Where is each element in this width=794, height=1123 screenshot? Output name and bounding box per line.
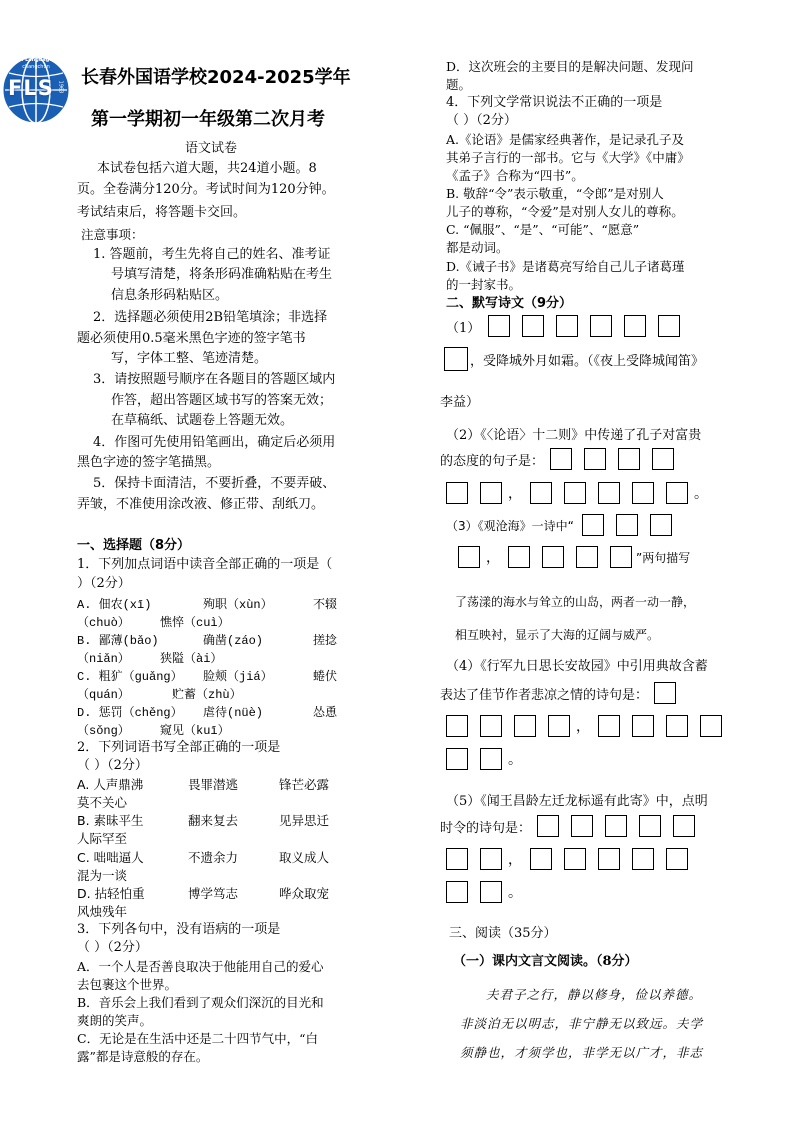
q1-option-a: （chuò） <box>77 616 130 630</box>
answer-box[interactable] <box>598 715 620 737</box>
q1-tail: ，受降城外月如霜。（《夜上受降城闻笛》 <box>470 353 705 369</box>
fill-row <box>440 682 688 704</box>
q4-line: （4）《行军九日思长安故园》中引用典故含蓄 <box>446 659 708 674</box>
answer-box[interactable] <box>446 715 468 737</box>
q4-stem: （ ）（2分） <box>446 113 517 128</box>
answer-box[interactable] <box>446 748 468 770</box>
q1-option-c: C. 粗犷（guǎng） <box>77 670 183 684</box>
answer-box[interactable] <box>571 815 593 837</box>
answer-box[interactable] <box>542 546 564 568</box>
notice-line: 信息条形码粘贴区。 <box>111 288 229 303</box>
fill-row <box>446 881 530 903</box>
q1-option-b: B. 鄙薄(bǎo) <box>77 634 159 648</box>
answer-box[interactable] <box>508 546 530 568</box>
q2-option-b: 翻来复去 <box>188 813 239 828</box>
q2-option-c: 不遗余力 <box>188 850 239 865</box>
q1-option-b: 搓捻 <box>313 634 338 648</box>
notice-line: 黑色字迹的签字笔描黑。 <box>77 455 221 470</box>
q1-option-b: 狭隘（ài） <box>160 652 223 666</box>
q2-stem: （ ）（2分） <box>77 758 148 773</box>
passage-line: 须静也，才须学也，非学无以广才，非志 <box>460 1045 704 1060</box>
q2-option-c: 取义成人 <box>279 850 330 865</box>
q-label: （1） <box>446 320 481 336</box>
q4-option-c: C. “佩服”、“是”、“可能”、“愿意” <box>446 222 640 237</box>
answer-box[interactable] <box>446 848 468 870</box>
q1-option-d: （sǒng） <box>77 724 130 738</box>
q2-line: 的态度的句子是： <box>440 453 545 469</box>
answer-box[interactable] <box>576 546 598 568</box>
section1-title: 一、选择题（8分） <box>77 538 191 553</box>
notice-line: 弄皱，不准使用涂改液、修正带、刮纸刀。 <box>77 497 325 512</box>
exam-title-line2: 第一学期初一年级第二次月考 <box>91 109 325 130</box>
q2-option-b: B. 素昧平生 <box>77 813 144 828</box>
fill-row <box>446 514 684 536</box>
answer-box[interactable] <box>530 482 552 504</box>
q4-option-b: 儿子的尊称，“令爱”是对别人女儿的尊称。 <box>446 204 684 219</box>
answer-box[interactable] <box>658 315 680 337</box>
q4-stem: 4．下列文学常识说法不正确的一项是 <box>446 95 663 110</box>
comma: ， <box>576 719 590 735</box>
q3-option-b: 爽朗的笑声。 <box>77 1013 153 1028</box>
section3-title: 三、阅读（35分） <box>449 926 557 941</box>
intro-line: 考试结束后，将答题卡交回。 <box>77 205 247 220</box>
q3-option-a: 去包裹这个世界。 <box>77 977 178 992</box>
logo-initials: FLS <box>8 76 54 100</box>
answer-box[interactable] <box>564 848 586 870</box>
answer-box[interactable] <box>444 347 468 371</box>
answer-box[interactable] <box>652 448 674 470</box>
answer-box[interactable] <box>488 315 510 337</box>
q1-author: 李益） <box>440 395 480 410</box>
exam-subject: 语文试卷 <box>185 141 238 156</box>
answer-box[interactable] <box>480 715 502 737</box>
answer-box[interactable] <box>632 715 654 737</box>
answer-box[interactable] <box>616 514 638 536</box>
q1-option-c: （quán） <box>77 688 130 702</box>
notice-line: 号填写清楚，将条形码准确粘贴在考生 <box>111 267 333 282</box>
notice-line: 2．选择题必须使用2B铅笔填涂；非选择 <box>93 310 328 325</box>
q1-option-c: 蜷伏 <box>313 670 338 684</box>
q4-option-a: A.《论语》是儒家经典著作，是记录孔子及 <box>446 132 685 147</box>
q4-option-a: 《孟子》合称为“四书”。 <box>446 168 584 183</box>
answer-box[interactable] <box>700 715 722 737</box>
q1-option-a: 殉职（xùn） <box>203 598 273 612</box>
answer-box[interactable] <box>624 315 646 337</box>
q2-option-d: 哗众取宠 <box>279 886 330 901</box>
q4-option-a: 其弟子言行的一部书。它与《大学》《中庸》 <box>446 150 690 165</box>
period: 。 <box>508 885 522 901</box>
q2-stem: 2．下列词语书写全部正确的一项是 <box>77 740 281 755</box>
q1-option-a: 憔悴（cuì） <box>160 616 230 630</box>
q3-stem: 3．下列各句中，没有语病的一项是 <box>77 922 281 937</box>
answer-box[interactable] <box>666 848 688 870</box>
intro-line: 页。全卷满分120分。考试时间为120分钟。 <box>77 182 335 197</box>
q1-option-c: 贮蓄（zhù） <box>172 688 242 702</box>
intro-line: 本试卷包括六道大题，共24道小题。8 <box>97 161 317 176</box>
q3-option-a: A．一个人是否善良取决于他能用自己的爱心 <box>77 959 324 974</box>
q2-option-a: 畏罪潜逃 <box>188 777 239 792</box>
q3-line: 相互映衬，显示了大海的辽阔与威严。 <box>455 628 660 642</box>
answer-box[interactable] <box>650 514 672 536</box>
comma: ， <box>486 550 500 566</box>
answer-box[interactable] <box>598 482 620 504</box>
answer-box[interactable] <box>610 546 632 568</box>
q2-option-d: 风烛残年 <box>77 904 128 919</box>
q2-option-d: D. 拈轻怕重 <box>77 886 145 901</box>
q1-option-a: A. 佃农(xī) <box>77 598 152 612</box>
q1-option-c: 脸颊（jiá） <box>203 670 273 684</box>
q4-line: 表达了佳节作者悲凉之情的诗句是： <box>440 687 649 703</box>
answer-box[interactable] <box>458 546 480 568</box>
q3-option-b: B．音乐会上我们看到了观众们深沉的目光和 <box>77 995 324 1010</box>
q2-option-a: A. 人声鼎沸 <box>77 777 144 792</box>
answer-box[interactable] <box>446 881 468 903</box>
q2-line: （2）《〈论语〉十二则》中传递了孔子对富贵 <box>446 428 702 443</box>
passage-line: 夫君子之行，静以修身，俭以养德。 <box>486 987 703 1002</box>
answer-box[interactable] <box>480 748 502 770</box>
notice-line: 3．请按照题号顺序在各题目的答题区域内 <box>93 372 336 387</box>
q1-option-d: 窥见（kuī） <box>160 724 230 738</box>
section3-subtitle: （一）课内文言文阅读。（8分） <box>453 954 638 969</box>
notice-line: 在草稿纸、试题卷上答题无效。 <box>111 413 294 428</box>
q1-option-d: 虐待(nüè) <box>203 706 264 720</box>
answer-box[interactable] <box>666 715 688 737</box>
q3-line: （3）《观沧海》一诗中“ <box>446 518 574 533</box>
comma: ， <box>508 852 522 868</box>
q5-line: 时令的诗句是： <box>440 820 532 836</box>
period: 。 <box>508 752 522 768</box>
q4-option-d: 的一封家书。 <box>446 277 522 292</box>
answer-box[interactable] <box>632 482 654 504</box>
school-logo <box>2 40 77 140</box>
q1-option-b: 确凿(záo) <box>203 634 264 648</box>
notice-line: 写，字体工整、笔迹清楚。 <box>111 351 268 366</box>
answer-box[interactable] <box>582 514 604 536</box>
logo-city: changchun <box>22 64 50 70</box>
q1-option-b: （niǎn） <box>77 652 130 666</box>
fill-row <box>446 748 530 770</box>
q1-option-d: D. 惩罚（chěng） <box>77 706 183 720</box>
logo-arc-text: Foreign Languages School <box>2 57 77 63</box>
q2-option-a: 锋芒必露 <box>279 777 330 792</box>
q3-tail: ”两句描写 <box>636 550 691 565</box>
q2-option-b: 人际罕至 <box>77 831 128 846</box>
answer-box[interactable] <box>618 448 640 470</box>
q2-option-a: 莫不关心 <box>77 795 128 810</box>
answer-box[interactable] <box>564 482 586 504</box>
q1-option-d: 怂恿 <box>313 706 338 720</box>
fill-row <box>458 546 690 568</box>
fill-row <box>446 848 700 870</box>
q3-stem: （ ）（2分） <box>77 940 148 955</box>
q5-line: （5）《闻王昌龄左迁龙标遥有此寄》中，点明 <box>446 794 708 809</box>
fill-row <box>446 482 716 504</box>
notice-title: 注意事项： <box>81 227 144 242</box>
answer-box[interactable] <box>548 715 570 737</box>
q2-option-c: C. 咄咄逼人 <box>77 850 144 865</box>
q2-option-d: 博学笃志 <box>188 886 239 901</box>
answer-box[interactable] <box>530 848 552 870</box>
notice-line: 题必须使用0.5毫米黑色字迹的签字笔书 <box>77 331 306 346</box>
answer-box[interactable] <box>632 848 654 870</box>
period: 。 <box>694 486 708 502</box>
q1-stem: ）（2分） <box>77 576 131 591</box>
q3-option-c: C．无论是在生活中还是二十四节气中，“白 <box>77 1031 318 1046</box>
answer-box[interactable] <box>522 315 544 337</box>
q3-option-d: 题。 <box>446 77 472 92</box>
q1-option-a: 不辍 <box>313 598 338 612</box>
answer-box[interactable] <box>605 815 627 837</box>
q2-option-b: 见异思迁 <box>279 813 330 828</box>
answer-box[interactable] <box>590 315 612 337</box>
notice-line: 1. 答题前，考生先将自己的姓名、准考证 <box>93 247 331 262</box>
q4-option-b: B. 敬辞“令”表示敬重，“令郎”是对别人 <box>446 186 664 201</box>
q2-option-c: 混为一谈 <box>77 868 128 883</box>
answer-box[interactable] <box>639 815 661 837</box>
q4-option-c: 都是动词。 <box>446 240 509 255</box>
notice-line: 4．作图可先使用铅笔画出，确定后必须用 <box>93 435 336 450</box>
fill-row <box>444 347 704 371</box>
q3-option-d: D．这次班会的主要目的是解决问题、发现问 <box>446 59 694 74</box>
answer-box[interactable] <box>666 482 688 504</box>
answer-box[interactable] <box>480 848 502 870</box>
q3-line: 了荡漾的海水与耸立的山岛，两者一动一静， <box>455 595 696 609</box>
section2-title: 二、默写诗文（9分） <box>446 296 573 311</box>
notice-line: 作答，超出答题区域书写的答案无效； <box>111 393 333 408</box>
fill-row <box>446 315 692 337</box>
answer-box[interactable] <box>537 815 559 837</box>
passage-line: 非淡泊无以明志，非宁静无以致远。夫学 <box>460 1016 704 1031</box>
fill-row <box>440 815 707 837</box>
fill-row <box>440 448 686 470</box>
answer-box[interactable] <box>446 482 468 504</box>
answer-box[interactable] <box>584 448 606 470</box>
answer-box[interactable] <box>550 448 572 470</box>
answer-box[interactable] <box>480 482 502 504</box>
answer-box[interactable] <box>654 682 676 704</box>
comma: ， <box>508 486 522 502</box>
q1-stem: 1．下列加点词语中读音全部正确的一项是（ <box>77 557 333 572</box>
notice-line: 5．保持卡面清洁，不要折叠，不要弄破、 <box>93 476 336 491</box>
q3-option-c: 露”都是诗意般的存在。 <box>77 1049 209 1064</box>
answer-box[interactable] <box>514 715 536 737</box>
fill-row <box>446 715 734 737</box>
answer-box[interactable] <box>480 881 502 903</box>
answer-box[interactable] <box>673 815 695 837</box>
exam-title-line1: 长春外国语学校2024-2025学年 <box>81 67 351 88</box>
answer-box[interactable] <box>556 315 578 337</box>
logo-year: 1963 <box>57 80 64 94</box>
answer-box[interactable] <box>598 848 620 870</box>
q4-option-d: D.《诫子书》是诸葛亮写给自己儿子诸葛瑾 <box>446 259 685 274</box>
